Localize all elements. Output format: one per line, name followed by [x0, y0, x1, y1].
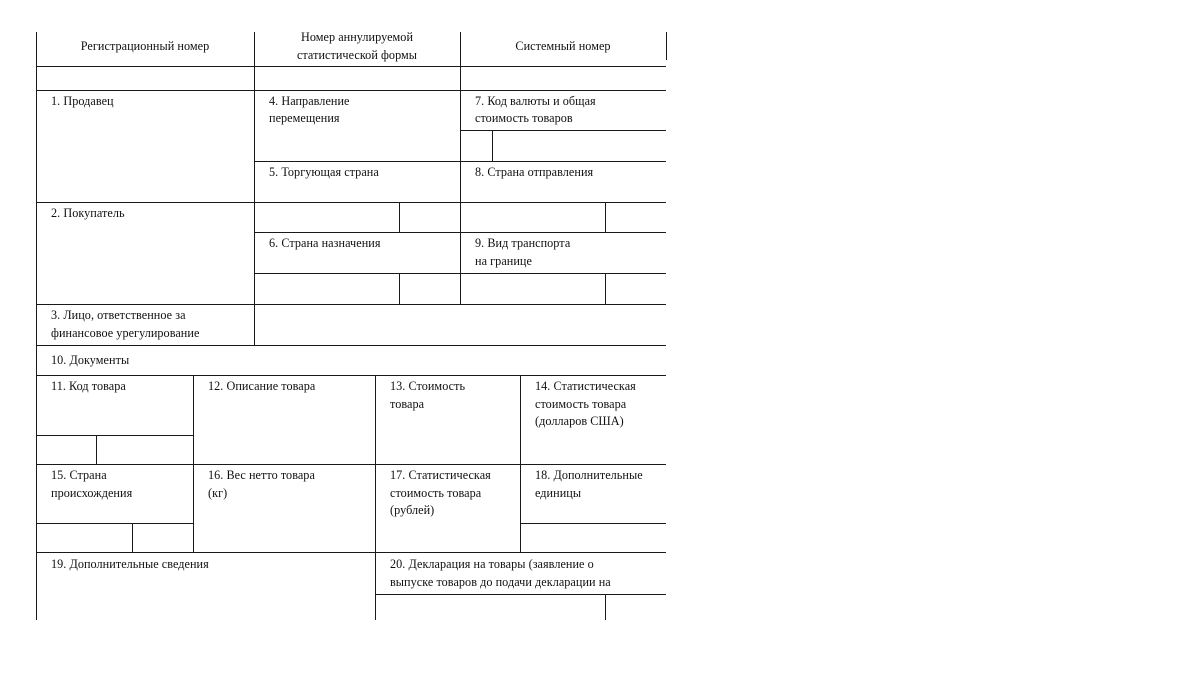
field-16-net-weight-line1: 16. Вес нетто товара: [208, 468, 315, 482]
column-line: [375, 375, 376, 620]
column-line: [96, 435, 97, 464]
field-20-declaration-line1: 20. Декларация на товары (заявление о: [390, 557, 594, 571]
field-4-direction-line2: перемещения: [269, 111, 340, 125]
row-line: [36, 523, 193, 524]
field-4-direction-line1: 4. Направление: [269, 94, 350, 108]
column-line: [605, 273, 606, 304]
field-17-rub-line1: 17. Статистическая: [390, 468, 491, 482]
header-cancelled-form-line2: статистической формы: [296, 48, 418, 62]
field-2-buyer: 2. Покупатель: [51, 206, 125, 220]
field-14-usd-line1: 14. Статистическая: [535, 379, 636, 393]
field-11-commodity-code: 11. Код товара: [51, 379, 126, 393]
column-line: [399, 202, 400, 232]
row-line: [36, 375, 666, 376]
field-3-responsible-line2: финансовое урегулирование: [51, 326, 200, 340]
column-line: [399, 273, 400, 304]
column-line: [520, 375, 521, 552]
field-7-currency-line1: 7. Код валюты и общая: [475, 94, 596, 108]
row-line: [36, 90, 666, 91]
column-line: [666, 32, 667, 60]
field-17-rub-line2: стоимость товара: [390, 486, 482, 500]
field-14-usd-line2: стоимость товара: [535, 397, 627, 411]
field-13-value-line2: товара: [390, 397, 425, 411]
field-19-additional-info: 19. Дополнительные сведения: [51, 557, 209, 571]
field-16-net-weight-line2: (кг): [208, 486, 228, 500]
row-line: [36, 202, 666, 203]
field-6-destination-country: 6. Страна назначения: [269, 236, 381, 250]
field-18-units-line2: единицы: [535, 486, 582, 500]
field-14-usd-line3: (долларов США): [535, 414, 624, 428]
column-line: [492, 130, 493, 161]
field-12-description: 12. Описание товара: [208, 379, 316, 393]
field-9-transport-line1: 9. Вид транспорта: [475, 236, 571, 250]
column-line: [254, 32, 255, 345]
field-9-transport-line2: на границе: [475, 254, 532, 268]
column-line: [605, 202, 606, 232]
row-line: [36, 435, 193, 436]
field-10-documents: 10. Документы: [51, 353, 130, 367]
row-line: [520, 523, 666, 524]
field-18-units-line1: 18. Дополнительные: [535, 468, 643, 482]
row-line: [36, 66, 666, 67]
field-13-value-line1: 13. Стоимость: [390, 379, 466, 393]
header-cancelled-form-line1: Номер аннулируемой: [300, 30, 414, 44]
column-line: [605, 594, 606, 620]
row-line: [460, 130, 666, 131]
field-15-origin-line1: 15. Страна: [51, 468, 107, 482]
field-3-responsible-line1: 3. Лицо, ответственное за: [51, 308, 186, 322]
column-line: [460, 32, 461, 304]
row-line: [375, 594, 666, 595]
header-registration-number: Регистрационный номер: [80, 39, 210, 53]
header-system-number: Системный номер: [515, 39, 611, 53]
column-line: [36, 32, 37, 620]
field-17-rub-line3: (рублей): [390, 503, 435, 517]
field-5-trading-country: 5. Торгующая страна: [269, 165, 379, 179]
field-1-seller: 1. Продавец: [51, 94, 114, 108]
column-line: [132, 523, 133, 552]
row-line: [36, 552, 666, 553]
row-line: [36, 345, 666, 346]
field-20-declaration-line2: выпуске товаров до подачи декларации на: [390, 575, 611, 589]
row-line: [36, 304, 666, 305]
column-line: [193, 375, 194, 552]
field-8-dispatch-country: 8. Страна отправления: [475, 165, 594, 179]
field-7-currency-line2: стоимость товаров: [475, 111, 573, 125]
field-15-origin-line2: происхождения: [51, 486, 133, 500]
row-line: [36, 464, 666, 465]
